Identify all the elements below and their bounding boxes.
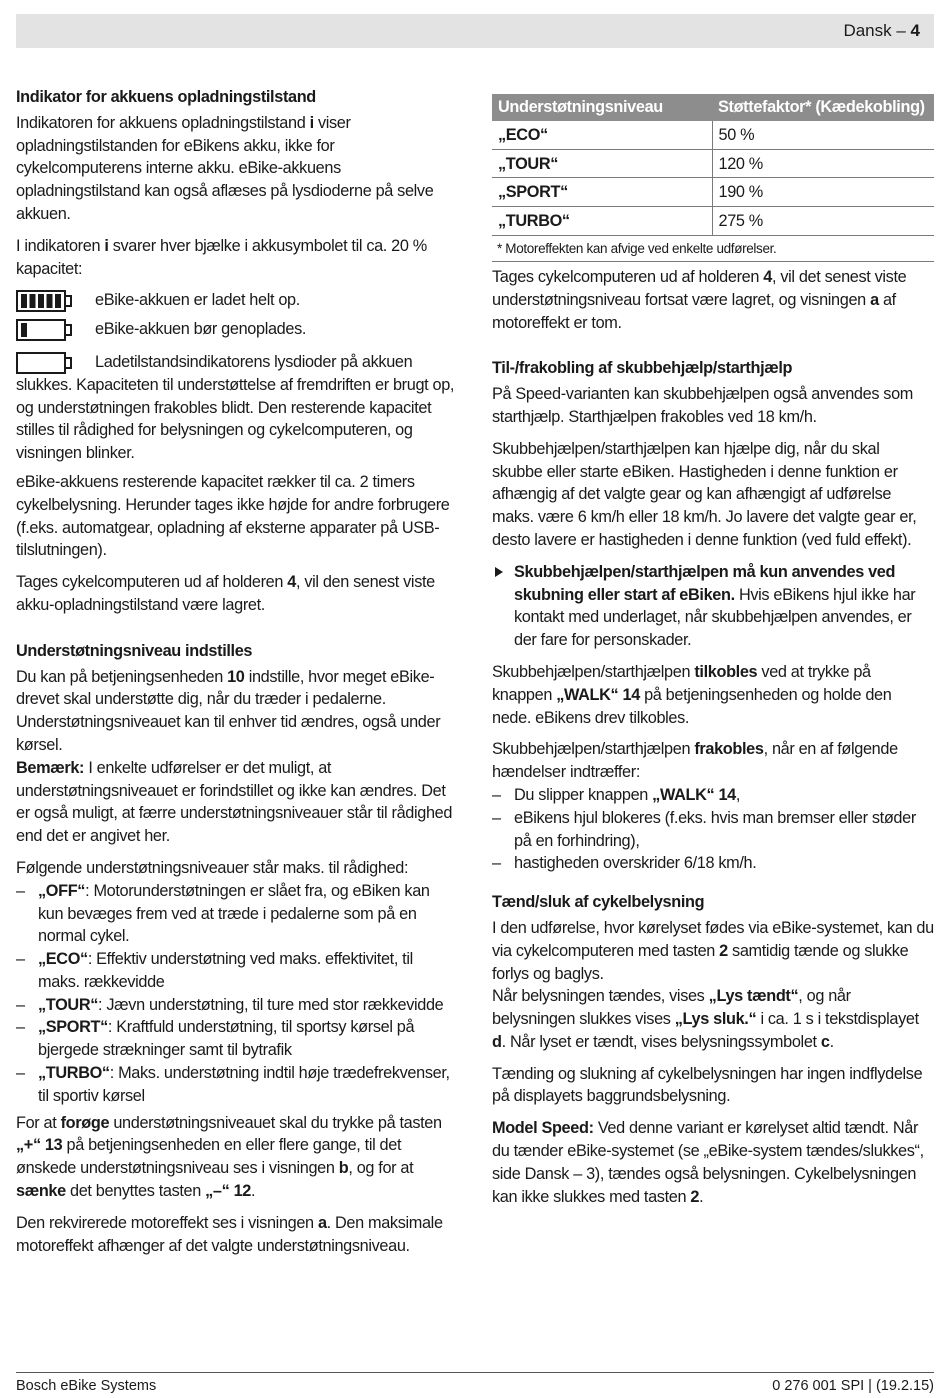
paragraph: Den rekvirerede motoreffekt ses i visningen a. Den maksimale motoreffekt afhænger af det valgte understøtningsniveau. (16, 1213, 443, 1255)
battery-empty-icon (16, 352, 74, 374)
page-header (16, 14, 934, 48)
section-heading-support-level: Understøtningsniveau indstilles (16, 641, 253, 660)
list-item: – „ECO“: Effektiv understøtning ved maks. effektivitet, til maks. rækkevidde (16, 948, 458, 994)
list-item: – Du slipper knappen „WALK“ 14, (492, 784, 934, 807)
battery-empty-text: Ladetilstandsindikatorens lysdioder på akkuen slukkes. Kapaciteten til understøttelse af fremdriften er brugt op, og understøtningen frakobles blidt. Den resterende kapacitet stilles til rådighed for belysningen og cykelcomputeren, og visningen blinker. (16, 352, 455, 463)
battery-full-text: eBike-akkuen er ladet helt op. (95, 291, 300, 310)
paragraph: Skubbehjælpen/starthjælpen frakobles, når en af følgende hændelser indtræffer: (492, 740, 898, 782)
section-heading-charge-indicator: Indikator for akkuens opladningstilstand (16, 88, 316, 106)
table-header-row (492, 94, 934, 121)
paragraph: Når belysningen tændes, vises „Lys tændt“, og når belysningen slukkes vises „Lys sluk.“ i ca. 1 s i tekstdisplayet d. Når lyset er tændt, vises belysningssymbolet c. (492, 987, 919, 1051)
list-item: – „OFF“: Motorunderstøtningen er slået fra, og eBiken kan kun bevæges frem ved at træde i pedalerne som på en normal cykel. (16, 880, 458, 948)
table-row: „ECO“ 50 % (492, 121, 934, 149)
paragraph: Model Speed: Ved denne variant er kørelyset altid tændt. Når du tænder eBike-systemet (se „eBike-system tændes/slukkes“, side Dansk – 3), tændes også belysningen. Cykelbelysningen kan ikke slukkes med tasten 2. (492, 1119, 924, 1206)
paragraph: Skubbehjælpen/starthjælpen kan hjælpe dig, når du skal skubbe eller starte eBiken. Hastigheden i denne funktion er afhængig af det valgte gear og kan afhængigt af udførelse maks. være 6 km/h eller 18 km/h. Jo lavere det valgte gear er, desto lavere er hastigheden i denne funktion (ved fuld effekt). (492, 439, 917, 549)
support-factor-table (492, 94, 934, 236)
list-item: – eBikens hjul blokeres (f.eks. hvis man bremser eller støder på en forhindring), (492, 807, 934, 853)
table-header-factor: Støttefaktor* (Kædekobling) (712, 94, 934, 121)
paragraph: For at forøge understøtningsniveauet skal du trykke på tasten „+“ 13 på betjeningsenheden en eller flere gange, til det ønskede understøtningsniveau ses i visningen b, og for at sænke det benyttes tasten „–“ 12. (16, 1113, 442, 1201)
footer-left: Bosch eBike Systems (16, 1378, 157, 1394)
triangle-bullet-icon (495, 567, 503, 577)
page-header-text: Dansk – 4 (843, 21, 920, 40)
battery-full-icon (16, 290, 74, 312)
paragraph: I indikatoren i svarer hver bjælke i akkusymbolet til ca. 20 % kapacitet: (16, 236, 427, 278)
section-heading-lighting: Tænd/sluk af cykelbelysning (492, 893, 705, 912)
battery-low-text: eBike-akkuen bør genoplades. (95, 320, 307, 339)
support-level-list (16, 880, 458, 1108)
paragraph: I den udførelse, hvor kørelyset fødes via eBike-systemet, kan du via cykelcomputeren med tasten 2 samtidig tænde og slukke forlys og baglys. (492, 918, 934, 983)
paragraph: Tænding og slukning af cykelbelysningen har ingen indflydelse på displayets baggrundsbelysning. (492, 1064, 923, 1106)
footer-right: 0 276 001 SPI | (19.2.15) (772, 1378, 934, 1394)
right-column (492, 90, 934, 1217)
list-item: – hastigheden overskrider 6/18 km/h. (492, 852, 934, 875)
paragraph: Indikatoren for akkuens opladningstilstand i viser opladningstilstanden for eBikens akku, ikke for cykelcomputerens interne akku. eBike-akkuens opladningstilstand kan også aflæses på lysdioderne på selve akkuen. (16, 113, 434, 223)
table-row: „SPORT“ 190 % (492, 178, 934, 207)
paragraph: Følgende understøtningsniveauer står maks. til rådighed: (16, 858, 409, 877)
battery-row-low (16, 318, 458, 341)
release-events-list (492, 784, 934, 875)
table-row: „TOUR“ 120 % (492, 149, 934, 178)
paragraph: Skubbehjælpen/starthjælpen tilkobles ved at trykke på knappen „WALK“ 14 på betjeningsenheden og holde den nede. eBikens drev tilkobles. (492, 662, 892, 727)
footer-rule (16, 1372, 934, 1373)
left-column (16, 86, 458, 1266)
page-number: 4 (910, 21, 920, 40)
table-footnote: * Motoreffekten kan afvige ved enkelte udførelser. (492, 240, 934, 262)
warning-item: Skubbehjælpen/starthjælpen må kun anvendes ved skubning eller start af eBiken. Hvis eBikens hjul ikke har kontakt med underlaget, når skubbehjælpen anvendes, er der fare for personskader. (492, 561, 934, 652)
table-row: „TURBO“ 275 % (492, 207, 934, 236)
list-item: – „TOUR“: Jævn understøtning, til ture med stor rækkevidde (16, 994, 458, 1017)
note-paragraph: Bemærk: I enkelte udførelser er det muligt, at understøtningsniveauet er forindstillet og ikke kan ændres. Det er også muligt, at færre understøtningsniveauer står til rådighed end det er angivet her. (16, 758, 453, 846)
battery-low-icon (16, 319, 74, 341)
list-item: – „SPORT“: Kraftfuld understøtning, til sportsy kørsel på bjergede strækninger samt til bytrafik (16, 1016, 458, 1062)
paragraph: Tages cykelcomputeren ud af holderen 4, vil den senest viste akku-opladningstilstand være lagret. (16, 573, 435, 614)
list-item: – „TURBO“: Maks. understøtning indtil høje trædefrekvenser, til sportiv kørsel (16, 1062, 458, 1108)
paragraph: Du kan på betjeningsenheden 10 indstille, hvor meget eBike-drevet skal understøtte dig, når du træder i pedalerne. Understøtningsniveauet kan til enhver tid ændres, også under kørsel. (16, 667, 441, 754)
battery-row-full (16, 289, 458, 312)
paragraph: eBike-akkuens resterende kapacitet rækker til ca. 2 timers cykelbelysning. Herunder tages ikke højde for andre forbrugere (f.eks. automatgear, opladning af eksterne apparater på USB-tilslutningen). (16, 472, 450, 560)
paragraph: Tages cykelcomputeren ud af holderen 4, vil det senest viste understøtningsniveau fortsat være lagret, og visningen a af motoreffekt er tom. (492, 267, 907, 332)
table-header-level: Understøtningsniveau (492, 94, 712, 121)
section-heading-push-assist: Til-/frakobling af skubbehjælp/starthjælp (492, 359, 793, 378)
battery-row-empty (16, 351, 458, 465)
paragraph: På Speed-varianten kan skubbehjælpen også anvendes som starthjælp. Starthjælpen frakobles ved 18 km/h. (492, 385, 913, 426)
